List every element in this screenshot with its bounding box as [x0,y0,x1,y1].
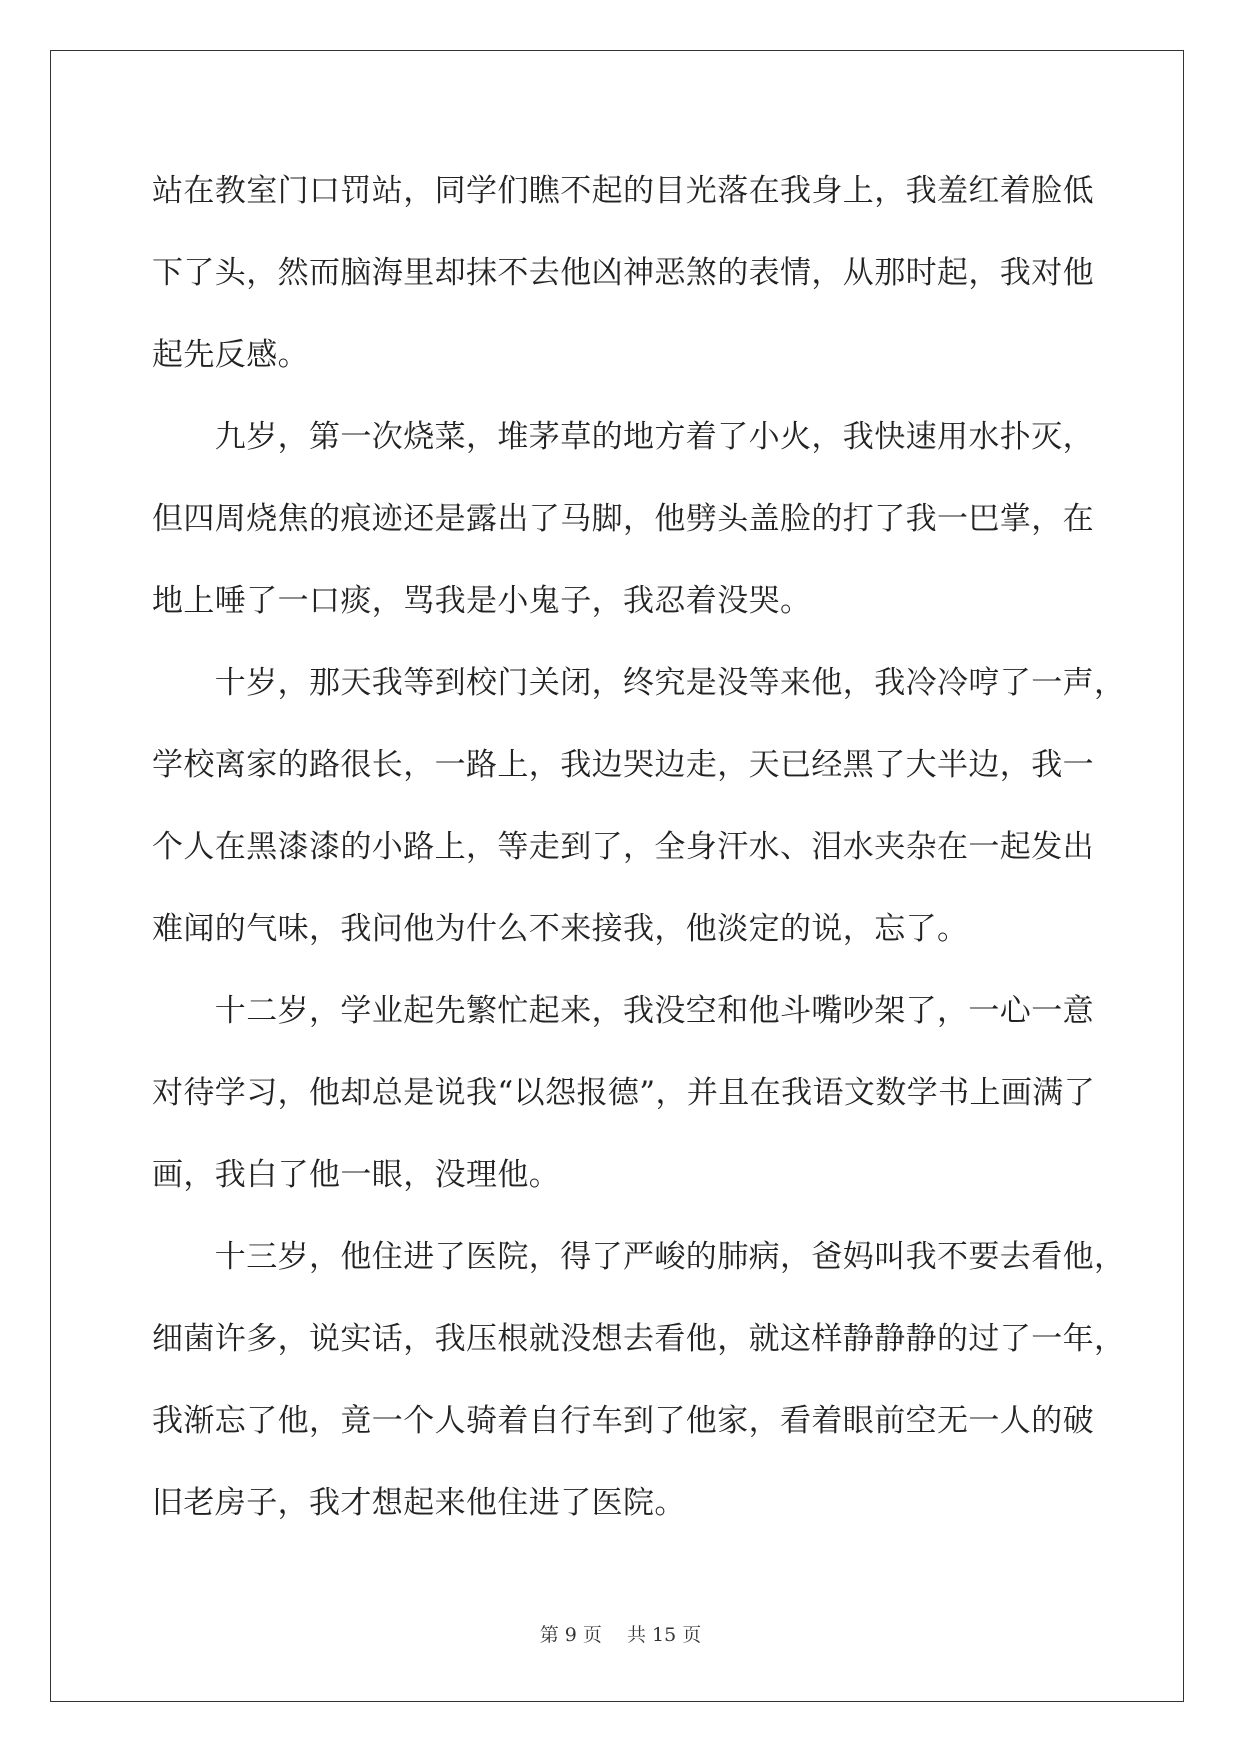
text-line: 对待学习，他却总是说我“以怨报德”，并且在我语文数学书上画满了 [152,1075,1096,1111]
text-line: 起先反感。 [152,337,309,373]
page-number-footer: 第 9 页 共 15 页 [539,1624,702,1646]
text-line: 画，我白了他一眼，没理他。 [152,1157,561,1193]
text-line: 细菌许多，说实话，我压根就没想去看他，就这样静静静的过了一年， [152,1321,1126,1357]
text-line: 学校离家的路很长，一路上，我边哭边走，天已经黑了大半边，我一 [152,747,1094,783]
text-line: 旧老房子，我才想起来他住进了医院。 [152,1485,686,1521]
text-line: 下了头，然而脑海里却抹不去他凶神恶煞的表情，从那时起，我对他 [152,255,1094,291]
text-line: 个人在黑漆漆的小路上，等走到了，全身汗水、泪水夹杂在一起发出 [152,829,1094,865]
text-line: 九岁，第一次烧菜，堆茅草的地方着了小火，我快速用水扑灭， [152,419,1094,455]
text-line: 我渐忘了他，竟一个人骑着自行车到了他家，看着眼前空无一人的破 [152,1403,1094,1439]
text-line: 地上唾了一口痰，骂我是小鬼子，我忍着没哭。 [152,583,812,619]
text-line: 十二岁，学业起先繁忙起来，我没空和他斗嘴吵架了，一心一意 [152,993,1094,1029]
text-line: 站在教室门口罚站，同学们瞧不起的目光落在我身上，我羞红着脸低 [152,173,1094,209]
text-line: 十三岁，他住进了医院，得了严峻的肺病，爸妈叫我不要去看他， [152,1239,1126,1275]
text-line: 但四周烧焦的痕迹还是露出了马脚，他劈头盖脸的打了我一巴掌，在 [152,501,1094,537]
text-line: 难闻的气味，我问他为什么不来接我，他淡定的说，忘了。 [152,911,969,947]
body-text [152,160,1126,1554]
text-line: 十岁，那天我等到校门关闭，终究是没等来他，我冷冷哼了一声， [152,665,1126,701]
